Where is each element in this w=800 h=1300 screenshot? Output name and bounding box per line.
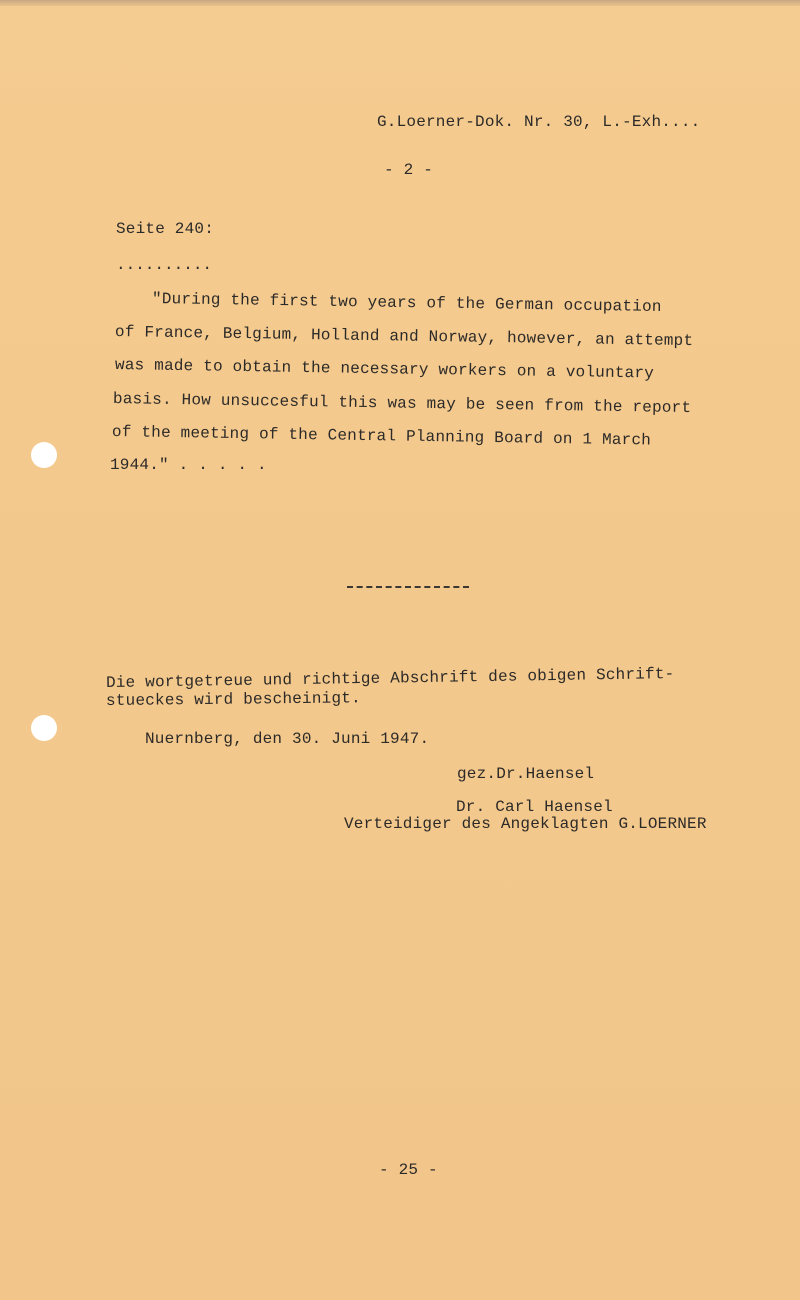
quote-line: was made to obtain the necessary workers on a voluntary xyxy=(114,356,655,383)
certification-line: Die wortgetreue und richtige Abschrift des obigen Schrift- xyxy=(105,665,675,692)
footer-page-number: - 25 - xyxy=(379,1161,438,1179)
paper-top-edge xyxy=(0,0,800,6)
quote-line: of France, Belgium, Holland and Norway, however, an attempt xyxy=(114,323,694,351)
ellipsis-line: .......... xyxy=(116,256,213,274)
quote-line: 1944." . . . . . xyxy=(110,456,267,474)
signature: gez.Dr.Haensel xyxy=(457,765,595,783)
quote-line: basis. How unsuccesful this was may be seen from the report xyxy=(112,390,692,418)
signer-name: Dr. Carl Haensel xyxy=(456,798,613,816)
section-divider xyxy=(347,586,469,588)
document-reference: G.Loerner-Dok. Nr. 30, L.-Exh.... xyxy=(377,113,701,131)
quote-line: of the meeting of the Central Planning Board on 1 March xyxy=(111,423,652,450)
punch-hole-icon xyxy=(31,442,57,468)
punch-hole-icon xyxy=(31,715,57,741)
page-marker: - 2 - xyxy=(384,161,434,179)
place-date: Nuernberg, den 30. Juni 1947. xyxy=(145,730,430,748)
section-heading: Seite 240: xyxy=(116,220,215,238)
signer-role: Verteidiger des Angeklagten G.LOERNER xyxy=(344,815,707,833)
quote-line: "During the first two years of the German occupation xyxy=(151,290,662,317)
certification-line: stueckes wird bescheinigt. xyxy=(105,689,361,710)
